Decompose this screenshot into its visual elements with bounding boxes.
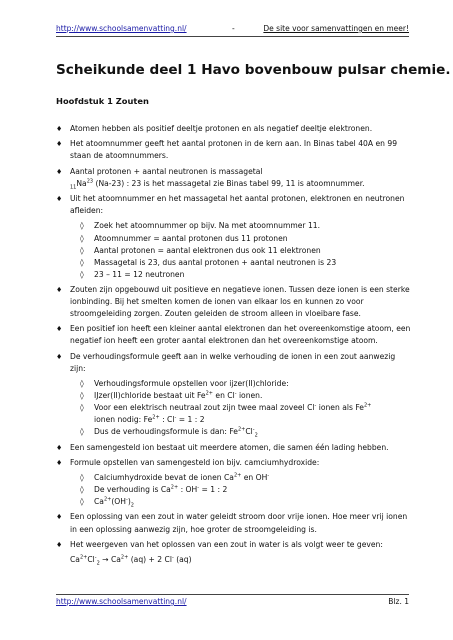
sublist-ratio <box>56 378 412 438</box>
header-site-link[interactable]: http://www.schoolsamenvatting.nl/ <box>56 24 187 33</box>
sub-item: ◊ IJzer(II)chloride bestaat uit $Fe^{2+}$ en Cl- ionen. <box>56 390 412 402</box>
sublist-compound <box>56 472 412 508</box>
dissolving-equation: $Ca^{2+}Cl^-_2 \to Ca^{2+}$ (aq) + 2 Cl- (aq) <box>70 554 192 567</box>
bullet-mass-number: ♦ Aantal protonen + aantal neutronen is massagetal $_{11}Na^{23}$ (Na-23) : 23 is het massagetal zie Binas tabel 99, 11 is atoomnummer. <box>56 166 412 190</box>
document-title: Scheikunde deel 1 Havo bovenbouw pulsar chemie. <box>56 62 451 78</box>
bullet-atoms: ♦ Atomen hebben als positief deeltje protonen en als negatief deeltje elektronen. <box>56 123 412 135</box>
sub-item: ◊ Dus de verhoudingsformule is dan: $Fe^{2+}Cl^-_2$ <box>56 426 412 438</box>
bullet-ratio-formula: ♦ De verhoudingsformule geeft aan in welke verhouding de ionen in een zout aanwezig zijn: <box>56 351 412 375</box>
sub-item: ◊ 23 – 11 = 12 neutronen <box>56 269 412 281</box>
chapter-heading: Hoofdstuk 1 Zouten <box>56 96 149 106</box>
bullet-atomic-number: ♦ Het atoomnummer geeft het aantal protonen in de kern aan. In Binas tabel 40A en 99 staan de atoomnummers. <box>56 138 412 162</box>
footer-site-link[interactable]: http://www.schoolsamenvatting.nl/ <box>56 597 187 606</box>
header-separator: - <box>232 24 235 33</box>
sub-item: ◊ De verhouding is $Ca^{2+}$ : OH- = 1 : 2 <box>56 484 412 496</box>
bullet-solution-conduct: ♦ Een oplossing van een zout in water geleidt stroom door vrije ionen. Hoe meer vrij ionen in een oplossing aanwezig zijn, hoe groter de stroomgeleiding is. <box>56 511 412 535</box>
sub-item: ◊ Zoek het atoomnummer op bijv. Na met atoomnummer 11. <box>56 220 412 232</box>
sub-item: ◊ Massagetal is 23, dus aantal protonen + aantal neutronen is 23 <box>56 257 412 269</box>
bullet-derive-particles: ♦ Uit het atoomnummer en het massagetal het aantal protonen, elektronen en neutronen afleiden: <box>56 193 412 217</box>
sub-item: ◊ Calciumhydroxide bevat de ionen $Ca^{2+}$ en OH- <box>56 472 412 484</box>
header-tagline: De site voor samenvattingen en meer! <box>263 24 409 33</box>
bullet-dissolving: ♦ Het weergeven van het oplossen van een zout in water is als volgt weer te geven: <box>56 539 412 551</box>
bullet-compound-formula: ♦ Formule opstellen van samengesteld ion bijv. camciumhydroxide: <box>56 457 412 469</box>
bullet-ions: ♦ Een positief ion heeft een kleiner aantal elektronen dan het overeenkomstige atoom, een negatief ion heeft een groter aantal elektronen dan het overeenkomstige atoom. <box>56 323 412 347</box>
page-header <box>56 24 409 37</box>
sub-item: ◊ Atoomnummer = aantal protonen dus 11 protonen <box>56 233 412 245</box>
document-body <box>56 123 412 566</box>
page-number: Blz. 1 <box>388 597 409 606</box>
bullet-compound-ion: ♦ Een samengesteld ion bestaat uit meerdere atomen, die samen één lading hebben. <box>56 442 412 454</box>
sub-item: ◊ Verhoudingsformule opstellen voor ijzer(II)chloride: <box>56 378 412 390</box>
sublist-derive <box>56 220 412 280</box>
sub-item: ◊ Voor een elektrisch neutraal zout zijn twee maal zoveel Cl- ionen als $Fe^{2+}$ ionen nodig: $Fe^{2+}$ : Cl- = 1 : 2 <box>56 402 412 426</box>
page-footer <box>56 594 409 607</box>
sub-item: ◊ Aantal protonen = aantal elektronen dus ook 11 elektronen <box>56 245 412 257</box>
bullet-salts: ♦ Zouten zijn opgebouwd uit positieve en negatieve ionen. Tussen deze ionen is een sterke ionbinding. Bij het smelten komen de ionen van elkaar los en kunnen zo voor stroomgeleiding zorgen. Zouten geleiden de stroom alleen in vloeibare fase. <box>56 284 412 320</box>
sub-item: ◊ $Ca^{2+}(OH^-)_2$ <box>56 496 412 508</box>
